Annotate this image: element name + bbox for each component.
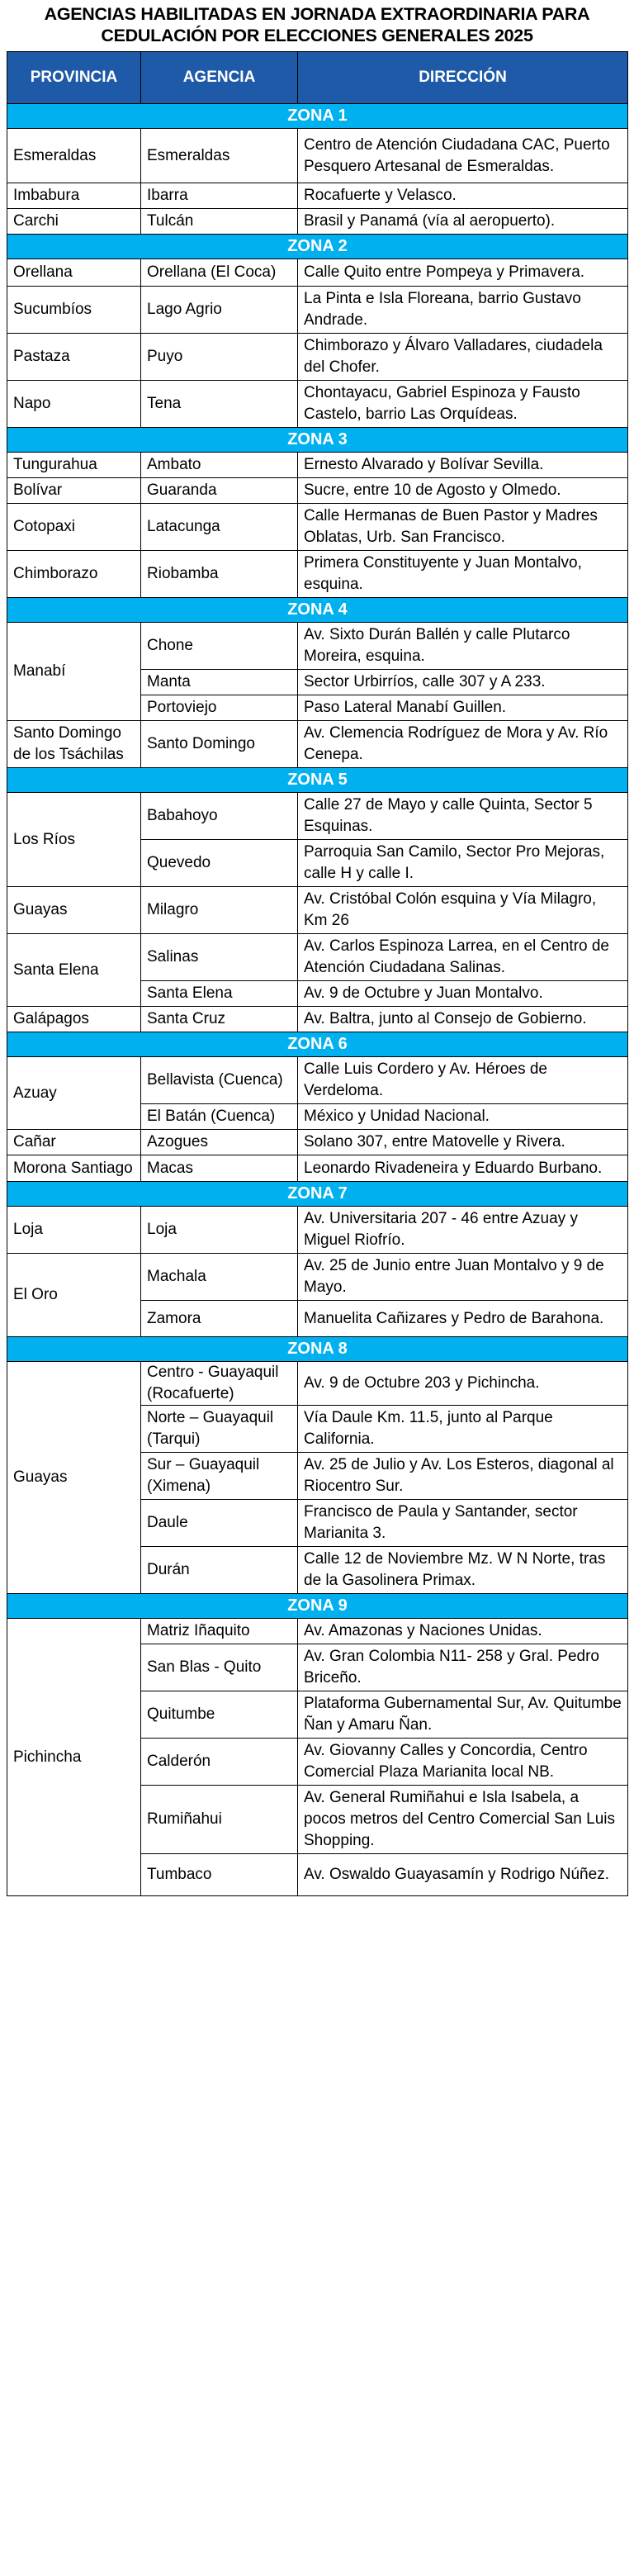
cell-provincia: Cañar (7, 1130, 141, 1155)
cell-agencia: Calderón (141, 1739, 298, 1786)
cell-direccion: Ernesto Alvarado y Bolívar Sevilla. (298, 453, 628, 478)
cell-direccion: Vía Daule Km. 11.5, junto al Parque California. (298, 1406, 628, 1453)
table-row (7, 453, 628, 478)
cell-provincia: Esmeraldas (7, 129, 141, 183)
cell-provincia: Tungurahua (7, 453, 141, 478)
cell-agencia: Chone (141, 623, 298, 670)
cell-direccion: Calle Luis Cordero y Av. Héroes de Verdeloma. (298, 1057, 628, 1104)
cell-direccion: Paso Lateral Manabí Guillen. (298, 695, 628, 721)
cell-direccion: Av. Oswaldo Guayasamín y Rodrigo Núñez. (298, 1854, 628, 1896)
cell-agencia: Zamora (141, 1301, 298, 1337)
cell-direccion: Plataforma Gubernamental Sur, Av. Quitumbe Ñan y Amaru Ñan. (298, 1691, 628, 1739)
cell-provincia: El Oro (7, 1254, 141, 1337)
cell-provincia: Manabí (7, 623, 141, 721)
cell-provincia: Pastaza (7, 334, 141, 381)
table-row (7, 183, 628, 209)
cell-agencia: Santo Domingo (141, 721, 298, 768)
cell-provincia: Imbabura (7, 183, 141, 209)
cell-agencia: Guaranda (141, 478, 298, 504)
cell-agencia: Santa Elena (141, 981, 298, 1007)
table-row (7, 1619, 628, 1644)
cell-agencia: Latacunga (141, 504, 298, 551)
cell-direccion: Av. 25 de Julio y Av. Los Esteros, diagonal al Riocentro Sur. (298, 1453, 628, 1500)
zone-header-row (7, 598, 628, 623)
table-row (7, 934, 628, 981)
cell-provincia: Loja (7, 1207, 141, 1254)
title-line-1: AGENCIAS HABILITADAS EN JORNADA EXTRAORDINARIA PARA (44, 4, 590, 24)
cell-direccion: Calle Hermanas de Buen Pastor y Madres Oblatas, Urb. San Francisco. (298, 504, 628, 551)
cell-agencia: Rumiñahui (141, 1786, 298, 1854)
cell-direccion: Av. Clemencia Rodríguez de Mora y Av. Río Cenepa. (298, 721, 628, 768)
header-row (7, 52, 628, 104)
page-title (0, 0, 634, 50)
cell-provincia: Guayas (7, 887, 141, 934)
cell-agencia: Santa Cruz (141, 1007, 298, 1032)
zone-label: ZONA 6 (7, 1032, 628, 1057)
table-row (7, 287, 628, 334)
cell-direccion: Calle 12 de Noviembre Mz. W N Norte, tras de la Gasolinera Primax. (298, 1547, 628, 1594)
cell-agencia: Centro - Guayaquil (Rocafuerte) (141, 1362, 298, 1406)
cell-direccion: Sector Urbirríos, calle 307 y A 233. (298, 670, 628, 695)
cell-agencia: Riobamba (141, 551, 298, 598)
cell-agencia: Lago Agrio (141, 287, 298, 334)
table-row (7, 551, 628, 598)
cell-agencia: Matriz Iñaquito (141, 1619, 298, 1644)
zone-header-row (7, 1337, 628, 1362)
cell-direccion: Av. Gran Colombia N11- 258 y Gral. Pedro Briceño. (298, 1644, 628, 1691)
zone-header-row (7, 1032, 628, 1057)
cell-direccion: Chimborazo y Álvaro Valladares, ciudadela del Chofer. (298, 334, 628, 381)
cell-provincia: Cotopaxi (7, 504, 141, 551)
cell-provincia: Morona Santiago (7, 1155, 141, 1182)
header-provincia: PROVINCIA (7, 52, 141, 104)
cell-agencia: Quitumbe (141, 1691, 298, 1739)
cell-agencia: Milagro (141, 887, 298, 934)
cell-direccion: Av. Baltra, junto al Consejo de Gobierno. (298, 1007, 628, 1032)
zone-label: ZONA 1 (7, 104, 628, 129)
table-row (7, 1254, 628, 1301)
cell-agencia: Ibarra (141, 183, 298, 209)
table-row (7, 381, 628, 428)
zone-label: ZONA 5 (7, 768, 628, 793)
cell-direccion: Francisco de Paula y Santander, sector Marianita 3. (298, 1500, 628, 1547)
cell-agencia: Ambato (141, 453, 298, 478)
cell-direccion: La Pinta e Isla Floreana, barrio Gustavo Andrade. (298, 287, 628, 334)
cell-provincia: Galápagos (7, 1007, 141, 1032)
table-row (7, 1057, 628, 1104)
cell-direccion: Av. Sixto Durán Ballén y calle Plutarco Moreira, esquina. (298, 623, 628, 670)
cell-direccion: Av. Carlos Espinoza Larrea, en el Centro de Atención Ciudadana Salinas. (298, 934, 628, 981)
table-row (7, 478, 628, 504)
cell-agencia: Tumbaco (141, 1854, 298, 1896)
table-row (7, 1207, 628, 1254)
cell-provincia: Sucumbíos (7, 287, 141, 334)
cell-direccion: Primera Constituyente y Juan Montalvo, esquina. (298, 551, 628, 598)
header-direccion: DIRECCIÓN (298, 52, 628, 104)
agencies-table (7, 51, 628, 1896)
cell-agencia: Tulcán (141, 209, 298, 235)
cell-provincia: Santo Domingo de los Tsáchilas (7, 721, 141, 768)
zone-header-row (7, 1182, 628, 1207)
cell-provincia: Santa Elena (7, 934, 141, 1007)
table-row (7, 793, 628, 840)
zone-label: ZONA 4 (7, 598, 628, 623)
table-row (7, 259, 628, 287)
table-row (7, 209, 628, 235)
cell-agencia: Bellavista (Cuenca) (141, 1057, 298, 1104)
cell-direccion: Av. Giovanny Calles y Concordia, Centro Comercial Plaza Marianita local NB. (298, 1739, 628, 1786)
cell-agencia: Macas (141, 1155, 298, 1182)
cell-direccion: Sucre, entre 10 de Agosto y Olmedo. (298, 478, 628, 504)
cell-direccion: Leonardo Rivadeneira y Eduardo Burbano. (298, 1155, 628, 1182)
zone-header-row (7, 1594, 628, 1619)
zone-label: ZONA 9 (7, 1594, 628, 1619)
table-row (7, 334, 628, 381)
table-row (7, 1130, 628, 1155)
cell-provincia: Guayas (7, 1362, 141, 1594)
table-row (7, 1155, 628, 1182)
cell-agencia: Tena (141, 381, 298, 428)
cell-agencia: Salinas (141, 934, 298, 981)
cell-agencia: Quevedo (141, 840, 298, 887)
cell-direccion: Av. 9 de Octubre y Juan Montalvo. (298, 981, 628, 1007)
cell-direccion: México y Unidad Nacional. (298, 1104, 628, 1130)
cell-direccion: Centro de Atención Ciudadana CAC, Puerto Pesquero Artesanal de Esmeraldas. (298, 129, 628, 183)
cell-provincia: Azuay (7, 1057, 141, 1130)
table-body (7, 104, 628, 1896)
header-agencia: AGENCIA (141, 52, 298, 104)
zone-header-row (7, 104, 628, 129)
cell-direccion: Calle 27 de Mayo y calle Quinta, Sector 5 Esquinas. (298, 793, 628, 840)
cell-provincia: Chimborazo (7, 551, 141, 598)
cell-direccion: Av. Universitaria 207 - 46 entre Azuay y Miguel Riofrío. (298, 1207, 628, 1254)
cell-direccion: Rocafuerte y Velasco. (298, 183, 628, 209)
cell-agencia: Durán (141, 1547, 298, 1594)
table-row (7, 1362, 628, 1406)
cell-agencia: Machala (141, 1254, 298, 1301)
cell-agencia: Portoviejo (141, 695, 298, 721)
cell-direccion: Manuelita Cañizares y Pedro de Barahona. (298, 1301, 628, 1337)
title-line-2: CEDULACIÓN POR ELECCIONES GENERALES 2025 (101, 26, 533, 45)
cell-direccion: Solano 307, entre Matovelle y Rivera. (298, 1130, 628, 1155)
cell-direccion: Chontayacu, Gabriel Espinoza y Fausto Castelo, barrio Las Orquídeas. (298, 381, 628, 428)
cell-agencia: San Blas - Quito (141, 1644, 298, 1691)
table-row (7, 721, 628, 768)
cell-agencia: Sur – Guayaquil (Ximena) (141, 1453, 298, 1500)
cell-direccion: Av. 25 de Junio entre Juan Montalvo y 9 de Mayo. (298, 1254, 628, 1301)
zone-label: ZONA 7 (7, 1182, 628, 1207)
table-row (7, 129, 628, 183)
cell-direccion: Av. Cristóbal Colón esquina y Vía Milagro, Km 26 (298, 887, 628, 934)
cell-provincia: Los Ríos (7, 793, 141, 887)
cell-direccion: Parroquia San Camilo, Sector Pro Mejoras, calle H y calle I. (298, 840, 628, 887)
table-row (7, 623, 628, 670)
cell-direccion: Av. Amazonas y Naciones Unidas. (298, 1619, 628, 1644)
zone-header-row (7, 768, 628, 793)
cell-direccion: Av. 9 de Octubre 203 y Pichincha. (298, 1362, 628, 1406)
table-row (7, 504, 628, 551)
zone-label: ZONA 8 (7, 1337, 628, 1362)
cell-agencia: Manta (141, 670, 298, 695)
cell-agencia: Daule (141, 1500, 298, 1547)
cell-provincia: Napo (7, 381, 141, 428)
table-row (7, 887, 628, 934)
cell-agencia: Loja (141, 1207, 298, 1254)
zone-label: ZONA 3 (7, 428, 628, 453)
cell-direccion: Av. General Rumiñahui e Isla Isabela, a pocos metros del Centro Comercial San Luis Shopping. (298, 1786, 628, 1854)
cell-agencia: Orellana (El Coca) (141, 259, 298, 287)
cell-direccion: Calle Quito entre Pompeya y Primavera. (298, 259, 628, 287)
cell-agencia: Esmeraldas (141, 129, 298, 183)
cell-provincia: Orellana (7, 259, 141, 287)
cell-agencia: Puyo (141, 334, 298, 381)
cell-agencia: Babahoyo (141, 793, 298, 840)
zone-header-row (7, 428, 628, 453)
cell-agencia: Azogues (141, 1130, 298, 1155)
table-row (7, 1007, 628, 1032)
zone-header-row (7, 235, 628, 259)
cell-agencia: Norte – Guayaquil (Tarqui) (141, 1406, 298, 1453)
cell-provincia: Pichincha (7, 1619, 141, 1896)
cell-agencia: El Batán (Cuenca) (141, 1104, 298, 1130)
cell-provincia: Carchi (7, 209, 141, 235)
zone-label: ZONA 2 (7, 235, 628, 259)
cell-direccion: Brasil y Panamá (vía al aeropuerto). (298, 209, 628, 235)
cell-provincia: Bolívar (7, 478, 141, 504)
